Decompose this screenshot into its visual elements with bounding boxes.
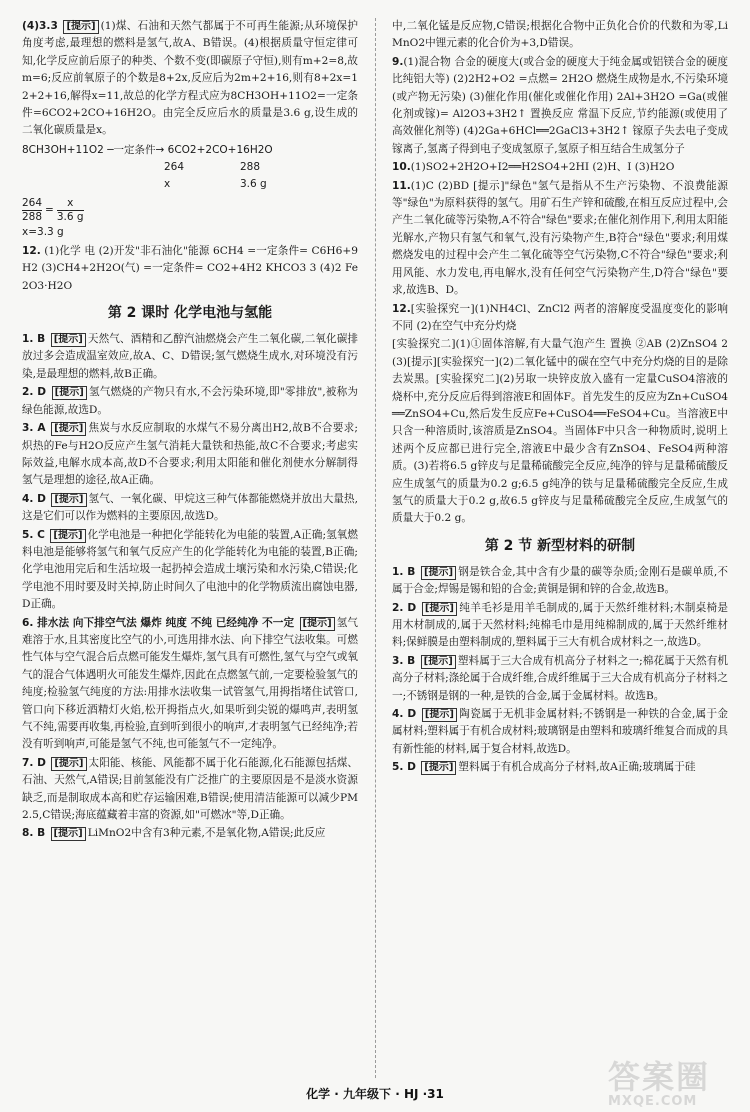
column-divider [375, 18, 376, 1078]
left-column [22, 18, 358, 844]
answer-item: 9.(1)混合物 合金的硬度大(或合金的硬度大于纯金属或铝镁合金的硬度比纯铝大等) (2)2H2+O2 =点燃= 2H2O 燃烧生成物是水,不污染环境(或产物无污染) (3)催化作用(催化或催化作用) 2Al+3H2O =Ga(或催化剂或镓)= Al2O3+3H2↑ 置换反应 常温下反应,节约能源(或使用了高效催化剂等) (4)2Ga+6HCl══2GaCl3+3H2↑ 镓原子失去电子变成镓离子,氢离子得到电子变成氢原子,氢原子相互结合生成氢分子 [392, 55, 728, 155]
answer-item: 12. (1)化学 电 (2)开发"非石油化"能源 6CH4 =一定条件= C6H6+9H2 (3)CH4+2H2O(气) =一定条件= CO2+4H2 KHCO3 3 (4)2 Fe2O3·H2O [22, 244, 358, 292]
answer-item: 中,二氧化锰是反应物,C错误;根据化合物中正负化合价的代数和为零,LiMnO2中锂元素的化合价为+3,D错误。 [392, 20, 728, 50]
answer-item: 6. 排水法 向下排空气法 爆炸 纯度 不纯 已经纯净 不一定 [提示] 氢气难溶于水,且其密度比空气的小,可选用排水法、向下排空气法收集。可燃性气体与空气混合后点燃可能发生爆炸,氢气具有可燃性,氢气与空气或氧气的混合气体遇明火可能发生爆炸,因此在点燃氢气前,一定要检验氢气的纯度;检验氢气纯度的方法:用排水法收集一试管氢气,用拇指堵住试管口,管口向下移近酒精灯火焰,松开拇指点火,如果听到尖锐的爆鸣声,表明氢气不纯,需要再收集,再检验,直到听到很小的响声,才表明氢气已经纯净;若没有听到响声,可能是氢气不纯,也可能氢气不一定纯净。 [22, 616, 359, 751]
answer-item: 4. D [提示] 陶瓷属于无机非金属材料;不锈钢是一种铁的合金,属于金属材料;塑料属于有机合成材料;玻璃钢是由塑料和玻璃纤维复合而成的具有新性能的材料,属于复合材料,故选D。 [392, 708, 728, 755]
answer-item: 8. B [提示] LiMnO2中含有3种元素,不是氧化物,A错误;此反应 [22, 827, 326, 840]
answer-item: (4)3.3 [提示] (1)煤、石油和天然气都属于不可再生能源;从环境保护角度考虑,最理想的燃料是氢气,故A、B错误。(4)根据质量守恒定律可知,化学反应前后原子的种类、个数不变(即碳原子守恒),则有m+2=8,故m=6;反应前氧原子的个数是8+2x,反应后为2m+2+16,则有8+2x=12+2+16,解得x=11,故总的化学方程式应为8CH3OH+11O2=一定条件=6CO2+2CO+16H2O。由完全反应后水的质量是3.6 g,设生成的二氧化碳质量是x。 [22, 20, 358, 137]
answer-item: 3. A [提示] 焦炭与水反应制取的水煤气不易分离出H2,故B不合要求;炽热的Fe与H2O反应产生氢气消耗大量铁和热能,故C不合要求;考虑实际效益,电解水成本高,故D不合要求;利用太阳能和催化剂使水分解制得氢气是理想的途径,故A正确。 [22, 422, 358, 487]
answer-item: 5. D [提示] 塑料属于有机合成高分子材料,故A正确;玻璃属于硅 [392, 761, 696, 774]
section-heading: 第 2 课时 化学电池与氢能 [107, 305, 273, 322]
calculation-block: 8CH3OH+11O2 ─一定条件→ 6CO2+2CO+16H2O 264 288 x 3.6 g $\frac{264}{288}$ = $\frac{x}{3.6 g}$ x=3.3 g [22, 143, 273, 238]
answer-item: 12.[实验探究一](1)NH4Cl、ZnCl2 两者的溶解度受温度变化的影响不同 (2)在空气中充分灼烧 [392, 302, 728, 332]
answer-item: 3. B [提示] 塑料属于三大合成有机高分子材料之一;棉花属于天然有机高分子材料;涤纶属于合成纤维,合成纤维属于三大合成有机高分子材料之一;不锈钢是钢的一种,是铁的合金,属于金属材料。故选B。 [392, 654, 728, 702]
section-heading: 第 2 节 新型材料的研制 [484, 537, 636, 554]
answer-item: 10.(1)SO2+2H2O+I2══H2SO4+2HI (2)H、I (3)H2O [392, 161, 675, 174]
fraction: $\frac{264}{288}$ [22, 196, 43, 223]
answer-item: 1. B [提示] 钢是铁合金,其中含有少量的碳等杂质;金刚石是碳单质,不属于合金;焊锡是锡和铅的合金;黄铜是铜和锌的合金,故选B。 [392, 565, 728, 596]
answer-item: 2. D [提示] 氢气燃烧的产物只有水,不会污染环境,即"零排放",被称为绿色能源,故选D。 [22, 386, 358, 416]
answer-item: 7. D [提示] 太阳能、核能、风能都不属于化石能源,化石能源包括煤、石油、天然气,A错误;目前氢能没有广泛推广的主要原因是不是淡水资源缺乏,而是制取成本高和贮存运输困难,B错误;使用清洁能源可以减少PM2.5,C错误;海底蕴藏着丰富的资源,如"可燃冰"等,D正确。 [22, 756, 358, 822]
answer-item: 5. C [提示] 化学电池是一种把化学能转化为电能的装置,A正确;氢氧燃料电池是能够将氢气和氧气反应产生的化学能转化为电能的装置,B正确;化学电池用完后和生活垃圾一起扔掉会造成土壤污染和水污染,C错误;化学电池不用时要及时关掉,防止时间久了电池中的化学物质流出腐蚀电器,D正确。 [22, 528, 359, 611]
answer-item: 4. D [提示] 氢气、一氧化碳、甲烷这三种气体都能燃烧并放出大量热,这是它们可以作为燃料的主要原因,故选D。 [22, 492, 358, 523]
answer-item: 1. B [提示] 天然气、酒精和乙醇汽油燃烧会产生二氧化碳,二氧化碳排放过多会造成温室效应,故A、C、D错误;氢气燃烧生成水,对环境没有污染,是最理想的燃料,故B正确。 [22, 333, 358, 380]
page-footer: 化学 · 九年级下 · HJ ·31 [306, 1087, 444, 1101]
answer-item: 11.(1)C (2)BD [提示]"绿色"氢气是指从不生产污染物、不浪费能源等"绿色"为原料获得的氢气。用矿石生产锌和硫酸,在相互反应过程中,会产生二氧化硫等污染物,A不符合"绿色"要求;在催化剂作用下,利用太阳能光解水,产物只有氢气和氧气,没有污染物产生,B符合"绿色"要求;利用煤燃烧发电的过程中会产生二氧化硫等空气污染物,C不符合"绿色"要求;利用风能、水力发电,再电解水,没有任何空气污染物产生,D符合"绿色"要求,故选B、D。 [392, 179, 728, 297]
answer-item: 2. D [提示] 纯羊毛衫是用羊毛制成的,属于天然纤维材料;木制桌椅是用木材制成的,属于天然材料;纯棉毛巾是用纯棉制成的,属于天然纤维材料;保鲜膜是由塑料制成的,塑料属于三大有机合成材料之一,故选D。 [392, 601, 728, 649]
answer-page [22, 18, 732, 1078]
answer-item: [实验探究二](1)①固体溶解,有大量气泡产生 置换 ②AB (2)ZnSO4 2 (3)[提示][实验探究一](2)二氧化锰中的碳在空气中充分灼烧的目的是除去炭黑。[实验探究二](2)另取一块锌皮放入盛有一定量CuSO4溶液的烧杯中,充分反应后得到溶液E和固体F。首先发生的反应为Zn+CuSO4══ZnSO4+Cu,然后发生反应Fe+CuSO4══FeSO4+Cu。当溶液E中只含一种溶质时,该溶质是ZnSO4。当固体F中只含一种物质时,说明上述两个反应都已进行完全,溶液E中最少含有ZnSO4、FeSO4两种溶质。(3)若将6.5 g锌皮与足量稀硫酸完全反应,纯净的锌与足量稀硫酸反应生成氢气的质量为0.2 g;6.5 g纯净的铁与足量稀硫酸完全反应,生成氢气的质量大于0.2 g,故6.5 g锌皮与足量稀硫酸完全反应,生成氢气的质量大于0.2 g。 [392, 338, 728, 525]
fraction: $\frac{x}{3.6 g}$ [56, 196, 84, 223]
right-column [392, 18, 728, 778]
watermark-logo: 答案圈 MXQE.COM [608, 1058, 711, 1109]
